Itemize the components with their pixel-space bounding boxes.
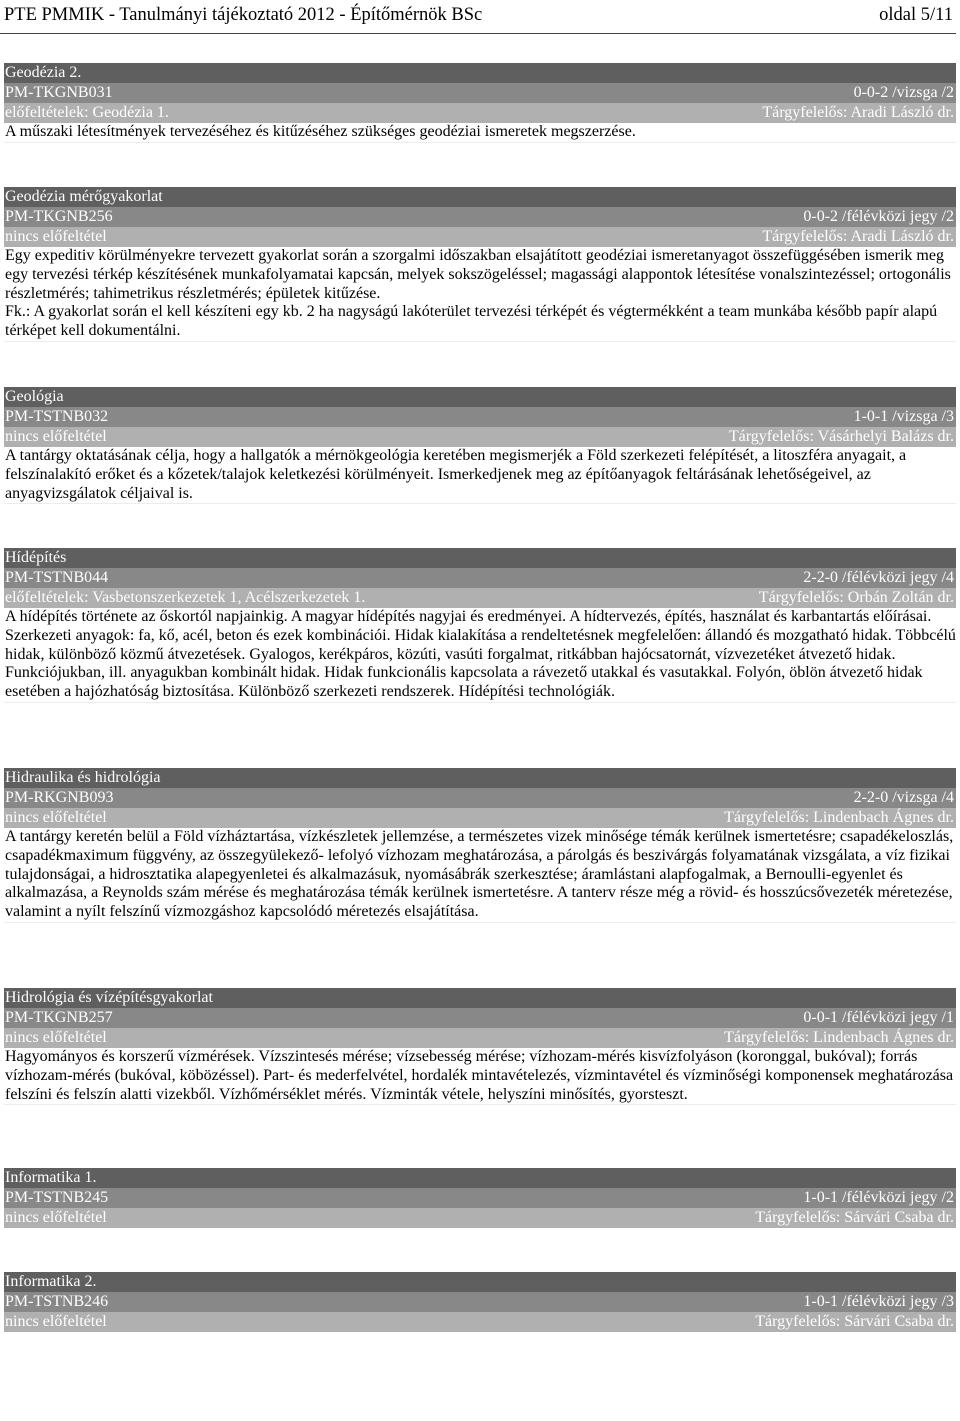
course-responsible: Tárgyfelelős: Sárvári Csaba dr. (755, 1209, 954, 1226)
description-paragraph: Hagyományos és korszerű vízmérések. Vízszintesés mérése; vízsebesség mérése; vízhozam-mérés kisvízfolyáson (koronggal, bukóval); forrás vízhozam-mérés (bukóval, köbözéssel). Part- és mederfelvétel, hordalék mintavételezés, vízmintavétel és vízminőségi komponensek meghatározása felszíni és felszín alatti vizekből. Vízhőmérséklet mérés. Vízminták vétele, helyszíni minősítés, gyorsteszt. (5, 1048, 954, 1103)
course-prerequisite: előfeltételek: Vasbetonszerkezetek 1, Acélszerkezetek 1. (5, 589, 366, 606)
description-paragraph: A hídépítés története az őskortól napjainkig. A magyar hídépítés nagyjai és eredményei. A hídtervezés, építés, használat és karbantartás előírásai. Szerkezeti anyagok: fa, kő, acél, beton és ezek kombinációi. Hidak kialakítása a rendeltetésnek megfelelően: állandó és mozgatható hidak. Többcélú hidak, különböző közmű átvezetések. Gyalogos, kerékpáros, közúti, vasúti forgalmat, ritkábban hajócsatornát, vízvezetéket átvezető hidak. Funkciójukban, ill. anyagukban kombinált hidak. Hidak funkcionális kapcsolata a rávezető utakkal és vasutakkal. Folyón, öblön átvezető hidak esetében a hajózhatóság biztosítása. Különböző szerkezeti rendszerek. Hídépítési technológiák. (5, 608, 956, 701)
course-code-row (4, 788, 956, 808)
course-code: PM-TKGNB031 (5, 84, 113, 101)
description-paragraph: Fk.: A gyakorlat során el kell készíteni egy kb. 2 ha nagyságú lakóterület tervezési térképét és végtermékként a team munkába később papír alapú térképet kell dokumentálni. (5, 303, 938, 340)
course-responsible: Tárgyfelelős: Vásárhelyi Balázs dr. (728, 428, 954, 445)
course-prerequisite: nincs előfeltétel (5, 1209, 107, 1226)
course-hours: 0-0-2 /vizsga /2 (853, 84, 954, 101)
course-meta-row (4, 427, 956, 447)
course-code-row (4, 1008, 956, 1028)
course-block (4, 187, 956, 342)
course-code-row (4, 1188, 956, 1208)
header-divider (0, 33, 956, 34)
course-block (4, 1168, 956, 1228)
description-paragraph: A tantárgy keretén belül a Föld vízháztartása, vízkészletek jellemzése, a természetes vizek minősége témák kerülnek ismertetésre; csapadékeloszlás, csapadékmaximum függvény, az összegyülekező- lefolyó vízhozam meghatározása, a párolgás és beszivárgás folyamatának vizsgálata, a víz fizikai tulajdonságai, a hidrosztatika alapegyenletei és alkalmazásuk, nyomásábrák szerkesztése; áramlástani alapfogalmak, a Bernoulli-egyenlet és alkalmazása, a Reynolds szám mérése és meghatározása témák kerülnek ismertetésre. A tanterv része még a rövid- és hosszúcsővezeték méretezése, valamint a nyílt felszínű vízmozgáshoz kapcsolódó méretezés elsajátítása. (5, 828, 954, 921)
course-code: PM-TKGNB256 (5, 208, 113, 225)
course-code-row (4, 1292, 956, 1312)
course-code-row (4, 207, 956, 227)
course-name: Hidrológia és vízépítésgyakorlat (4, 988, 956, 1008)
course-responsible: Tárgyfelelős: Orbán Zoltán dr. (758, 589, 954, 606)
course-name: Hídépítés (4, 548, 956, 568)
course-description (4, 828, 956, 923)
course-code: PM-TSTNB032 (5, 408, 109, 425)
course-meta-row (4, 103, 956, 123)
course-prerequisite: nincs előfeltétel (5, 228, 107, 245)
course-hours: 2-2-0 /vizsga /4 (853, 789, 954, 806)
course-responsible: Tárgyfelelős: Aradi László dr. (762, 228, 954, 245)
course-block (4, 1272, 956, 1332)
course-code-row (4, 83, 956, 103)
course-description (4, 1048, 956, 1105)
course-name: Informatika 2. (4, 1272, 956, 1292)
course-hours: 1-0-1 /félévközi jegy /2 (803, 1189, 954, 1206)
course-description (4, 123, 956, 143)
course-code: PM-TSTNB245 (5, 1189, 109, 1206)
course-name: Hidraulika és hidrológia (4, 768, 956, 788)
course-block (4, 548, 956, 703)
course-hours: 0-0-2 /félévközi jegy /2 (803, 208, 954, 225)
course-prerequisite: nincs előfeltétel (5, 809, 107, 826)
course-name: Geológia (4, 387, 956, 407)
page-number: oldal 5/11 (879, 5, 953, 25)
course-block (4, 768, 956, 923)
document-title: PTE PMMIK - Tanulmányi tájékoztató 2012 - Építőmérnök BSc (4, 5, 483, 25)
course-prerequisite: nincs előfeltétel (5, 1313, 107, 1330)
course-block (4, 988, 956, 1105)
course-responsible: Tárgyfelelős: Aradi László dr. (762, 104, 954, 121)
course-meta-row (4, 1312, 956, 1332)
description-paragraph: A tantárgy oktatásának célja, hogy a hallgatók a mérnökgeológia keretében megismerjék a Föld szerkezeti felépítését, a litoszféra anyagait, a felszínalakító erőket és a kőzetek/talajok keletkezési körülményeit. Ismerkedjenek meg az építőanyagok feltárásának lehetőségeivel, az anyagvizsgálatok céljaival is. (5, 447, 907, 502)
course-meta-row (4, 588, 956, 608)
course-code: PM-TSTNB044 (5, 569, 109, 586)
course-description (4, 247, 956, 342)
course-meta-row (4, 227, 956, 247)
course-hours: 0-0-1 /félévközi jegy /1 (803, 1009, 954, 1026)
course-name: Geodézia mérőgyakorlat (4, 187, 956, 207)
course-code-row (4, 568, 956, 588)
course-responsible: Tárgyfelelős: Sárvári Csaba dr. (755, 1313, 954, 1330)
course-meta-row (4, 1028, 956, 1048)
description-paragraph: A műszaki létesítmények tervezéséhez és kitűzéséhez szükséges geodéziai ismeretek megszerzése. (5, 123, 636, 140)
course-prerequisite: nincs előfeltétel (5, 428, 107, 445)
course-hours: 2-2-0 /félévközi jegy /4 (803, 569, 954, 586)
description-paragraph: Egy expeditiv körülményekre tervezett gyakorlat során a szorgalmi időszakban elsajátított geodéziai ismeretanyagot összefüggésében ismerik meg egy tervezési térkép készítésének munkafolyamatai kapcsán, melyek sokszögeléssel; magassági alappontok létesítése vonalszintezéssel; ortogonális részletmérés; tahimetrikus részletmérés; épületek kitűzése. (5, 247, 951, 302)
course-name: Informatika 1. (4, 1168, 956, 1188)
page-header (4, 0, 953, 30)
course-code-row (4, 407, 956, 427)
course-name: Geodézia 2. (4, 63, 956, 83)
course-meta-row (4, 1208, 956, 1228)
course-code: PM-TKGNB257 (5, 1009, 113, 1026)
course-responsible: Tárgyfelelős: Lindenbach Ágnes dr. (724, 1029, 954, 1046)
course-prerequisite: nincs előfeltétel (5, 1029, 107, 1046)
course-block (4, 63, 956, 143)
course-description (4, 447, 956, 504)
course-block (4, 387, 956, 504)
course-code: PM-RKGNB093 (5, 789, 114, 806)
course-responsible: Tárgyfelelős: Lindenbach Ágnes dr. (724, 809, 954, 826)
course-hours: 1-0-1 /félévközi jegy /3 (803, 1293, 954, 1310)
course-meta-row (4, 808, 956, 828)
course-hours: 1-0-1 /vizsga /3 (853, 408, 954, 425)
course-description (4, 608, 956, 703)
course-prerequisite: előfeltételek: Geodézia 1. (5, 104, 169, 121)
course-code: PM-TSTNB246 (5, 1293, 109, 1310)
